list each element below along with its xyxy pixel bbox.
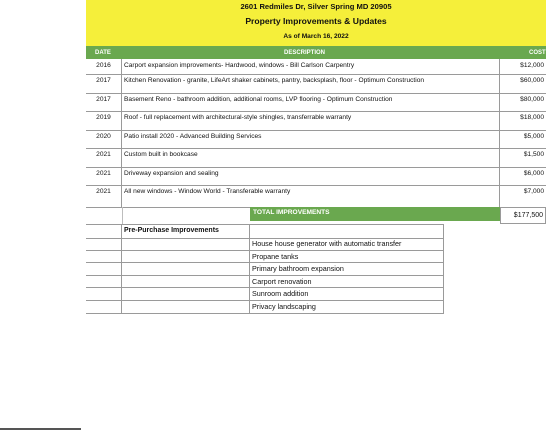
cell-date: 2021 <box>86 167 122 185</box>
empty-cell <box>86 262 122 275</box>
cell-cost: $5,000 <box>523 133 544 140</box>
table-row <box>86 167 546 186</box>
grid-line <box>122 207 123 224</box>
empty-cell <box>122 275 250 288</box>
cell-description: Kitchen Renovation - granite, LifeArt shaker cabinets, pantry, backsplash, floor - Optimum Construction <box>122 74 500 93</box>
cell-cost: $6,000 <box>523 170 544 177</box>
cell-cost: $60,000 <box>520 77 544 84</box>
table-row <box>86 74 546 94</box>
pre-purchase-item: Carport renovation <box>250 275 444 288</box>
cell-description: Driveway expansion and sealing <box>122 167 500 185</box>
empty-cell <box>122 250 250 263</box>
cell-cost: $12,000 <box>520 62 544 69</box>
cell-date: 2019 <box>86 111 122 130</box>
cell-description: Basement Reno - bathroom addition, additional rooms, LVP flooring - Optimum Construction <box>122 93 500 111</box>
pre-purchase-item: Primary bathroom expansion <box>250 262 444 275</box>
empty-cell <box>122 300 250 313</box>
cell-date: 2021 <box>86 185 122 207</box>
table-row <box>86 185 546 208</box>
header-description: DESCRIPTION <box>284 50 326 56</box>
header-cost: COST <box>529 50 546 56</box>
empty-cell <box>250 225 444 238</box>
table-row <box>86 130 546 149</box>
total-label: TOTAL IMPROVEMENTS <box>250 207 500 221</box>
list-item <box>86 300 444 314</box>
empty-cell <box>86 287 122 300</box>
cell-description: Custom built in bookcase <box>122 148 500 167</box>
empty-cell <box>86 225 122 238</box>
pre-purchase-item: House house generator with automatic transfer <box>250 237 444 250</box>
cell-date: 2017 <box>86 74 122 93</box>
address-title: 2601 Redmiles Dr, Silver Spring MD 20905 <box>240 2 392 11</box>
cell-date: 2020 <box>86 130 122 148</box>
cell-description: Roof - full replacement with architectural-style shingles, transferrable warranty <box>122 111 500 130</box>
cell-cost: $7,000 <box>523 188 544 195</box>
cell-description: Patio install 2020 - Advanced Building Services <box>122 130 500 148</box>
pre-purchase-item: Privacy landscaping <box>250 300 444 313</box>
table-row <box>86 111 546 131</box>
empty-cell <box>122 262 250 275</box>
header-date: DATE <box>95 50 111 56</box>
table-row <box>86 59 546 75</box>
pre-purchase-item: Sunroom addition <box>250 287 444 300</box>
cell-description: All new windows - Window World - Transferable warranty <box>122 185 500 207</box>
as-of-date: As of March 16, 2022 <box>283 33 349 40</box>
column-header-row <box>86 46 546 59</box>
empty-cell <box>86 250 122 263</box>
pre-purchase-title: Pre-Purchase Improvements <box>122 225 250 238</box>
cell-cost: $18,000 <box>520 114 544 121</box>
cell-date: 2016 <box>86 59 122 74</box>
cell-date: 2017 <box>86 93 122 111</box>
cell-cost: $80,000 <box>520 96 544 103</box>
empty-cell <box>86 300 122 313</box>
empty-cell <box>86 275 122 288</box>
spreadsheet <box>86 0 546 311</box>
empty-cell <box>86 237 122 250</box>
cell-cost: $1,500 <box>523 151 544 158</box>
empty-cell <box>122 237 250 250</box>
empty-cell <box>122 287 250 300</box>
scroll-indicator <box>0 428 81 430</box>
total-value: $177,500 <box>500 207 546 224</box>
cell-description: Carport expansion improvements- Hardwood, windows - Bill Carlson Carpentry <box>122 59 500 74</box>
pre-purchase-item: Propane tanks <box>250 250 444 263</box>
table-row <box>86 93 546 112</box>
title-banner <box>86 0 546 46</box>
cell-date: 2021 <box>86 148 122 167</box>
table-row <box>86 148 546 168</box>
sheet-title: Property Improvements & Updates <box>245 16 387 26</box>
